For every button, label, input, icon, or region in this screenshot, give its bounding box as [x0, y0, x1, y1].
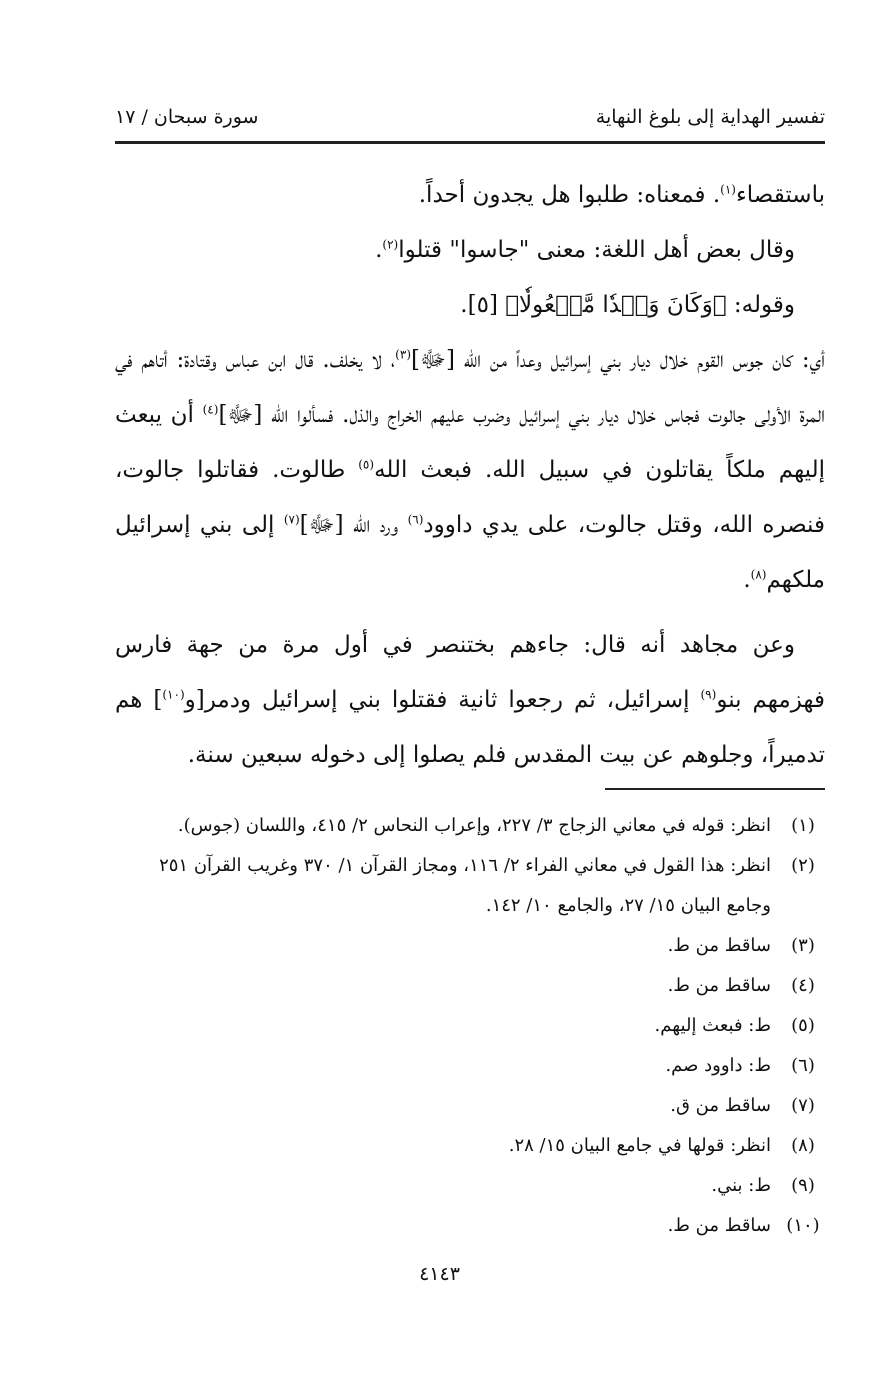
footnote-text: ط: داوود صم.	[665, 1055, 771, 1076]
footnote-number: (٨)	[791, 1135, 815, 1156]
surah-page-label: سورة سبحان / ١٧	[115, 106, 259, 128]
footnote-number: (٤)	[791, 975, 815, 996]
text-segment: وقال بعض أهل اللغة: معنى "جاسوا" قتلوا	[398, 237, 795, 263]
paragraph-3-quran-quote	[115, 278, 825, 333]
footnote-ref-9: (٩)	[700, 687, 717, 702]
footnote-divider	[605, 788, 825, 790]
footnote-ref-4: (٤)	[202, 402, 219, 417]
text-segment: ورد الله [ﷻ]	[299, 512, 408, 538]
footnote-ref-5: (٥)	[358, 457, 375, 472]
text-segment: ، لا يخلف. قال ابن عباس وقتادة: أتاهم في المرة الأولى جالوت فجاس خلال ديار بني إسرائيل وضرب عليهم الخراج والذل. فسألوا الله [ﷻ]	[115, 347, 825, 428]
page-number: ٤١٤٣	[419, 1263, 460, 1285]
header-divider	[115, 141, 825, 144]
footnote-ref-7: (٧)	[283, 512, 300, 527]
footnote-number: (٩)	[791, 1175, 815, 1196]
paragraph-1	[115, 168, 825, 223]
footnote-ref-1: (١)	[720, 182, 736, 197]
text-segment: ] هم تدميراً، وجلوهم عن بيت المقدس فلم يصلوا إلى دخوله سبعين سنة.	[115, 687, 825, 768]
footnote-ref-6: (٦)	[407, 512, 424, 527]
footnote-item	[115, 926, 825, 966]
footnote-text: ط: فبعث إليهم.	[654, 1015, 771, 1036]
footnote-number: (٢)	[791, 855, 815, 876]
body-text	[115, 168, 825, 783]
text-segment: إسرائيل، ثم رجعوا ثانية فقتلوا بني إسرائيل ودمر[و	[184, 687, 701, 713]
footnote-item	[115, 1086, 825, 1126]
footnote-item	[115, 1206, 825, 1246]
footnote-text: انظر: قولها في جامع البيان ١٥/ ٢٨.	[508, 1135, 771, 1156]
footnote-text: انظر: هذا القول في معاني الفراء ٢/ ١١٦، ومجاز القرآن ١/ ٣٧٠ وغريب القرآن ٢٥١ وجامع البيان ١٥/ ٢٧، والجامع ١٠/ ١٤٢.	[159, 855, 771, 916]
paragraph-2	[115, 223, 825, 278]
footnote-number: (١٠)	[786, 1215, 820, 1236]
footnote-item	[115, 1126, 825, 1166]
footnote-number: (١)	[791, 815, 815, 836]
footnote-text: ساقط من ط.	[667, 975, 771, 996]
paragraph-4	[115, 333, 825, 608]
running-header	[115, 100, 825, 136]
text-segment: باستقصاء	[735, 182, 825, 208]
footnote-text: ساقط من ق.	[670, 1095, 771, 1116]
footnote-text: انظر: قوله في معاني الزجاج ٣/ ٢٢٧، وإعراب النحاس ٢/ ٤١٥، واللسان (جوس).	[177, 815, 771, 836]
footnote-text: ساقط من ط.	[667, 935, 771, 956]
footnotes-list	[115, 806, 825, 1246]
text-segment: وعن مجاهد أنه قال: جاءهم بختنصر في أول مرة من جهة فارس فهزمهم بنو	[115, 632, 825, 713]
footnote-number: (٥)	[791, 1015, 815, 1036]
text-segment: . فمعناه: طلبوا هل يجدون أحداً.	[418, 182, 721, 208]
footnote-ref-2: (٢)	[382, 237, 399, 252]
footnote-number: (٧)	[791, 1095, 815, 1116]
footnote-ref-8: (٨)	[750, 567, 767, 582]
footnote-item	[115, 846, 825, 926]
footnote-item	[115, 1046, 825, 1086]
footnote-item	[115, 966, 825, 1006]
text-segment: أي: كان جوس القوم خلال ديار بني إسرائيل وعداً من الله [ﷻ]	[411, 347, 825, 373]
footnote-text: ساقط من ط.	[667, 1215, 771, 1236]
text-segment: .	[743, 567, 751, 593]
footnote-ref-3: (٣)	[395, 347, 411, 362]
footnote-number: (٣)	[791, 935, 815, 956]
book-title: تفسير الهداية إلى بلوغ النهاية	[595, 106, 825, 128]
footnote-item	[115, 1166, 825, 1206]
footnote-ref-10: (١٠)	[162, 687, 185, 702]
footnote-text: ط: بني.	[711, 1175, 771, 1196]
text-segment: .	[375, 237, 383, 263]
footnote-item	[115, 1006, 825, 1046]
text-segment: وقوله: ﴿وَكَانَ وَعۡدٗا مَّفۡعُولٗا﴾ [٥].	[460, 292, 795, 318]
paragraph-5	[115, 618, 825, 783]
footnote-item	[115, 806, 825, 846]
footnote-number: (٦)	[791, 1055, 815, 1076]
text-segment: إلى بني إسرائيل ملكهم	[115, 512, 825, 593]
text-segment: أن يبعث إليهم ملكاً يقاتلون في سبيل الله. فبعث الله	[115, 402, 826, 483]
text-segment: طالوت. فقاتلوا جالوت، فنصره الله، وقتل جالوت، على يدي داوود	[115, 457, 825, 538]
